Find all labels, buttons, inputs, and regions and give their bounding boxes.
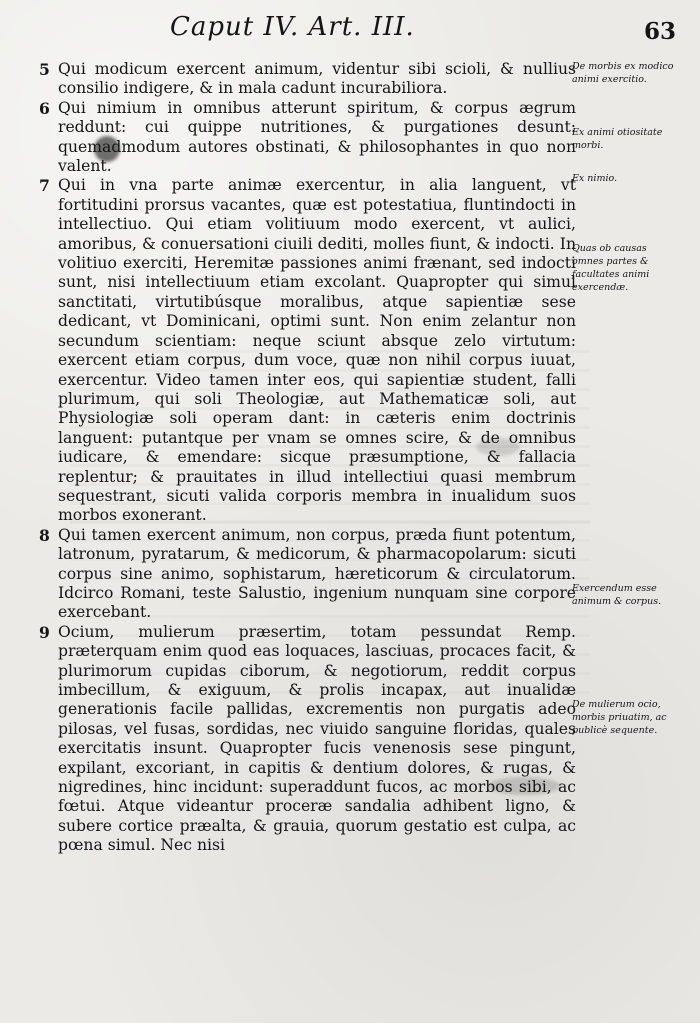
page-body-text [39,60,576,965]
paragraph [39,60,576,99]
paragraph-number: 5 [39,60,50,79]
paragraph-number: 8 [39,525,50,545]
page-number: 63 [643,18,676,45]
margin-note: Quas ob causas omnes partes & facultates animi exercendæ. [572,243,650,293]
paragraph [39,98,576,177]
paragraph-text: Ocium, mulierum præsertim, totam pessundat Remp. præterquam enim quod eas loquaces, lasciuas, procaces facit, & plurimorum cupidas ciborum, & negotiorum, reddit corpus imbecillum, & exiguum, & prolis incapax, aut inualidæ generationis facile pallidas, excrementis non purgatis adeo pilosas, vel fusas, sordidas, nec viuido sanguine floridas, quales exercitatis insunt. Quapropter fucis venenosis sese pingunt, expilant, excoriant, in capitis & dentium dolores, & rugas, & nigredines, hinc incidunt: superaddunt fucos, ac morbos sibi, ac fœtui. Atque videantur proceræ sandalia adhibent ligno, & subere cortice præalta, & grauia, quorum gestatio est culpa, ac pœna simul. Nec nisi [58,622,576,855]
paragraph-text: Qui in vna parte animæ exercentur, in alia languent, vt fortitudini prorsus vacantes, quæ est potestatiua, fluntindocti in intellectiuo. Qui etiam volitiuum modo exercent, vt aulici, amoribus, & conuersationi ciuili dediti, molles fiunt, & indocti. In volitiuo exerciti, Heremitæ passiones animi frænant, sed indocti sunt, nisi intellectiuum etiam excolant. Quapropter qui simul sanctitati, virtutibúsque moralibus, atque sapientiæ sese dedicant, vt Dominicani, optimi sunt. Non enim zelantur non secundum scientiam: neque sciunt absque zelo virtutum: exercent etiam corpus, dum voce, quæ non nihil corpus iuuat, exercentur. Video tamen inter eos, qui sapientiæ student, falli plurimum, qui soli Theologiæ, aut Mathematicæ soli, aut Physiologiæ soli operam dant: in cæteris enim doctrinis languent: putantque per vnam se omnes scire, & de omnibus iudicare, & emendare: sicque præsumptione, & fallacia replentur; & prauitates in illud intellectiui quasi membrum sequestrant, sicuti valida corporis membra in inualidum suos morbos exonerant. [58,176,576,525]
paragraph-number: 7 [39,176,50,196]
margin-note: Exercendum esse animum & corpus. [572,583,662,607]
paragraph-number: 9 [39,622,50,642]
margin-note: Ex nimio. [572,173,618,184]
paragraph [39,525,576,623]
margin-notes [572,60,680,920]
running-title: Caput IV. Art. III. [170,12,415,42]
page-header [0,0,700,52]
paragraph [39,176,576,525]
paragraph-text: Qui modicum exercent animum, videntur sibi scioli, & nullius consilio indigere, & in mala cadunt incurabiliora. [58,60,576,98]
margin-note: De mulierum ocio, morbis priuatim, ac publicè sequente. [572,699,667,736]
paragraph-text: Qui nimium in omnibus atterunt spiritum, & corpus ægrum reddunt: cui quippe nutritiones, & purgationes desunt: quemadmodum autores obstinati, & philosophantes in quo non valent. [58,98,576,176]
paragraph-text: Qui tamen exercent animum, non corpus, præda fiunt potentum, latronum, pyratarum, & medicorum, & pharmacopolarum: sicuti corpus sine animo, sophistarum, hæreticorum & circulatorum. Idcirco Romani, teste Salustio, ingenium nunquam sine corpore exercebant. [58,525,576,622]
paragraph [39,622,576,856]
paragraph-number: 6 [39,98,50,118]
margin-note: Ex animi otiositate morbi. [572,127,663,151]
margin-note: De morbis ex modico animi exercitio. [572,61,674,85]
